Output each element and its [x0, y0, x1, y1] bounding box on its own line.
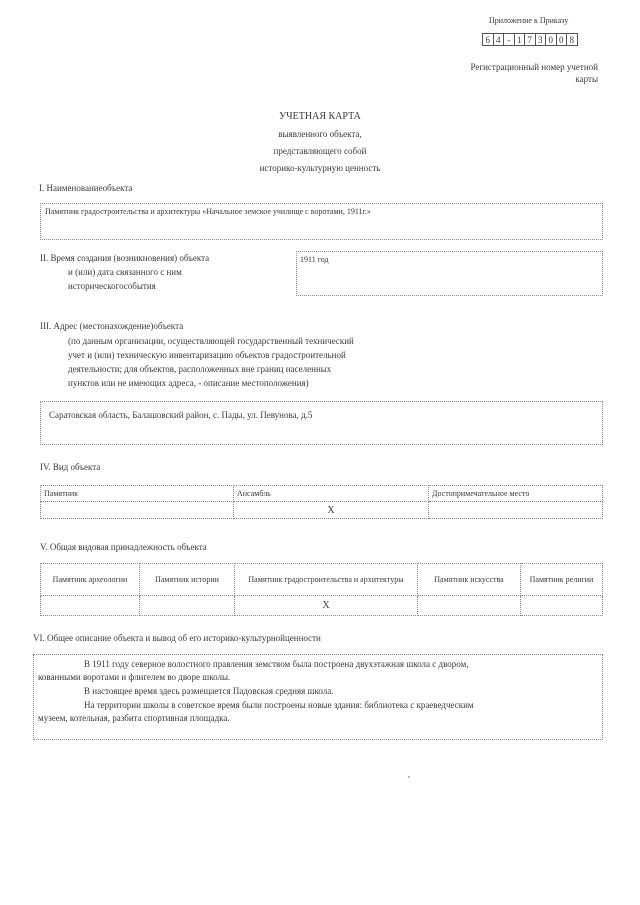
- section3-note-1: (по данным организации, осуществляющей государственный технический: [68, 336, 354, 346]
- reg-digit: 0: [556, 33, 568, 46]
- card-title: УЧЕТНАЯ КАРТА: [279, 111, 361, 122]
- description-line-1: В 1911 году северное волостного правления земством была построена двухэтажная школа с двором,: [84, 659, 469, 669]
- section6-box: [33, 654, 603, 740]
- section1-label: I. Наименованиеобъекта: [39, 183, 133, 193]
- reg-label-line1: Регистрационный номер учетной: [470, 62, 598, 72]
- section2-label-1: II. Время создания (возникновения) объекта: [40, 253, 210, 263]
- reg-digit: -: [503, 33, 515, 46]
- category-art-mark: [418, 596, 521, 616]
- reg-label-line2: карты: [575, 74, 598, 84]
- reg-digit: 6: [482, 33, 494, 46]
- section3-note-4: пунктов или не имеющих адреса, - описание местоположения): [68, 378, 309, 388]
- type-landmark-mark: [429, 502, 603, 519]
- type-monument-mark: [41, 502, 234, 519]
- creation-date-value: 1911 год: [300, 255, 329, 264]
- reg-digit: 1: [514, 33, 526, 46]
- reg-digit: 7: [524, 33, 536, 46]
- category-table: [40, 563, 603, 616]
- section6-label: VI. Общее описание объекта и вывод об его историко-культурнойценности: [33, 633, 321, 643]
- category-art: Памятник искусства: [418, 564, 521, 596]
- type-monument: Памятник: [41, 486, 234, 502]
- section2-box: [296, 251, 603, 296]
- category-religion: Памятник религии: [521, 564, 603, 596]
- object-type-table: [40, 485, 603, 519]
- registration-number: [483, 33, 578, 46]
- type-ensemble: Ансамбль: [234, 486, 429, 502]
- card-subtitle-1: выявленного объекта,: [278, 129, 362, 139]
- category-history: Памятник истории: [140, 564, 235, 596]
- description-line-4: На территории школы в советское время были построены новые здания: библиотека с краеведческим: [84, 700, 474, 710]
- reg-digit: 0: [545, 33, 557, 46]
- category-architecture-mark: X: [235, 596, 418, 616]
- description-line-5: музеем, котельная, разбита спортивная площадка.: [38, 713, 230, 723]
- section3-note-2: учет и (или) техническую инвентаризацию объектов градостроительной: [68, 350, 346, 360]
- reg-digit: 3: [535, 33, 547, 46]
- category-urban-architecture: Памятник градостроительства и архитектуры: [235, 564, 418, 596]
- section2-label-3: историческогособытия: [68, 281, 156, 291]
- type-landmark: Достопримечательное место: [429, 486, 603, 502]
- appendix-note: Приложение к Приказу: [489, 16, 569, 25]
- category-religion-mark: [521, 596, 603, 616]
- section3-box: [40, 401, 603, 445]
- reg-digit: 8: [566, 33, 578, 46]
- section3-note-3: деятельности; для объектов, расположенных вне границ населенных: [68, 364, 332, 374]
- category-archaeology: Памятник археологии: [41, 564, 140, 596]
- scan-speck: [408, 776, 410, 778]
- description-line-3: В настоящее время здесь размещается Падовская средняя школа.: [84, 686, 334, 696]
- section3-label: III. Адрес (местонахождение)объекта: [40, 321, 184, 331]
- description-line-2: кованными воротами и флигелем во дворе школы.: [38, 672, 231, 682]
- section2-label-2: и (или) дата связанного с ним: [68, 267, 182, 277]
- card-subtitle-2: представляющего собой: [273, 146, 367, 156]
- reg-digit: 4: [493, 33, 505, 46]
- section1-box: [40, 203, 603, 240]
- card-subtitle-3: историко-культурную ценность: [259, 163, 381, 173]
- category-archaeology-mark: [41, 596, 140, 616]
- type-ensemble-mark: X: [234, 502, 429, 519]
- object-name-value: Памятник градостроительства и архитектуры «Начальное земское училище с воротами, 1911г.»: [45, 207, 371, 216]
- address-value: Саратовская область, Балашовский район, с. Пады, ул. Певунова, д.5: [49, 410, 313, 420]
- category-history-mark: [140, 596, 235, 616]
- section4-label: IV. Вид объекта: [40, 462, 101, 472]
- section5-label: V. Общая видовая принадлежность объекта: [40, 542, 207, 552]
